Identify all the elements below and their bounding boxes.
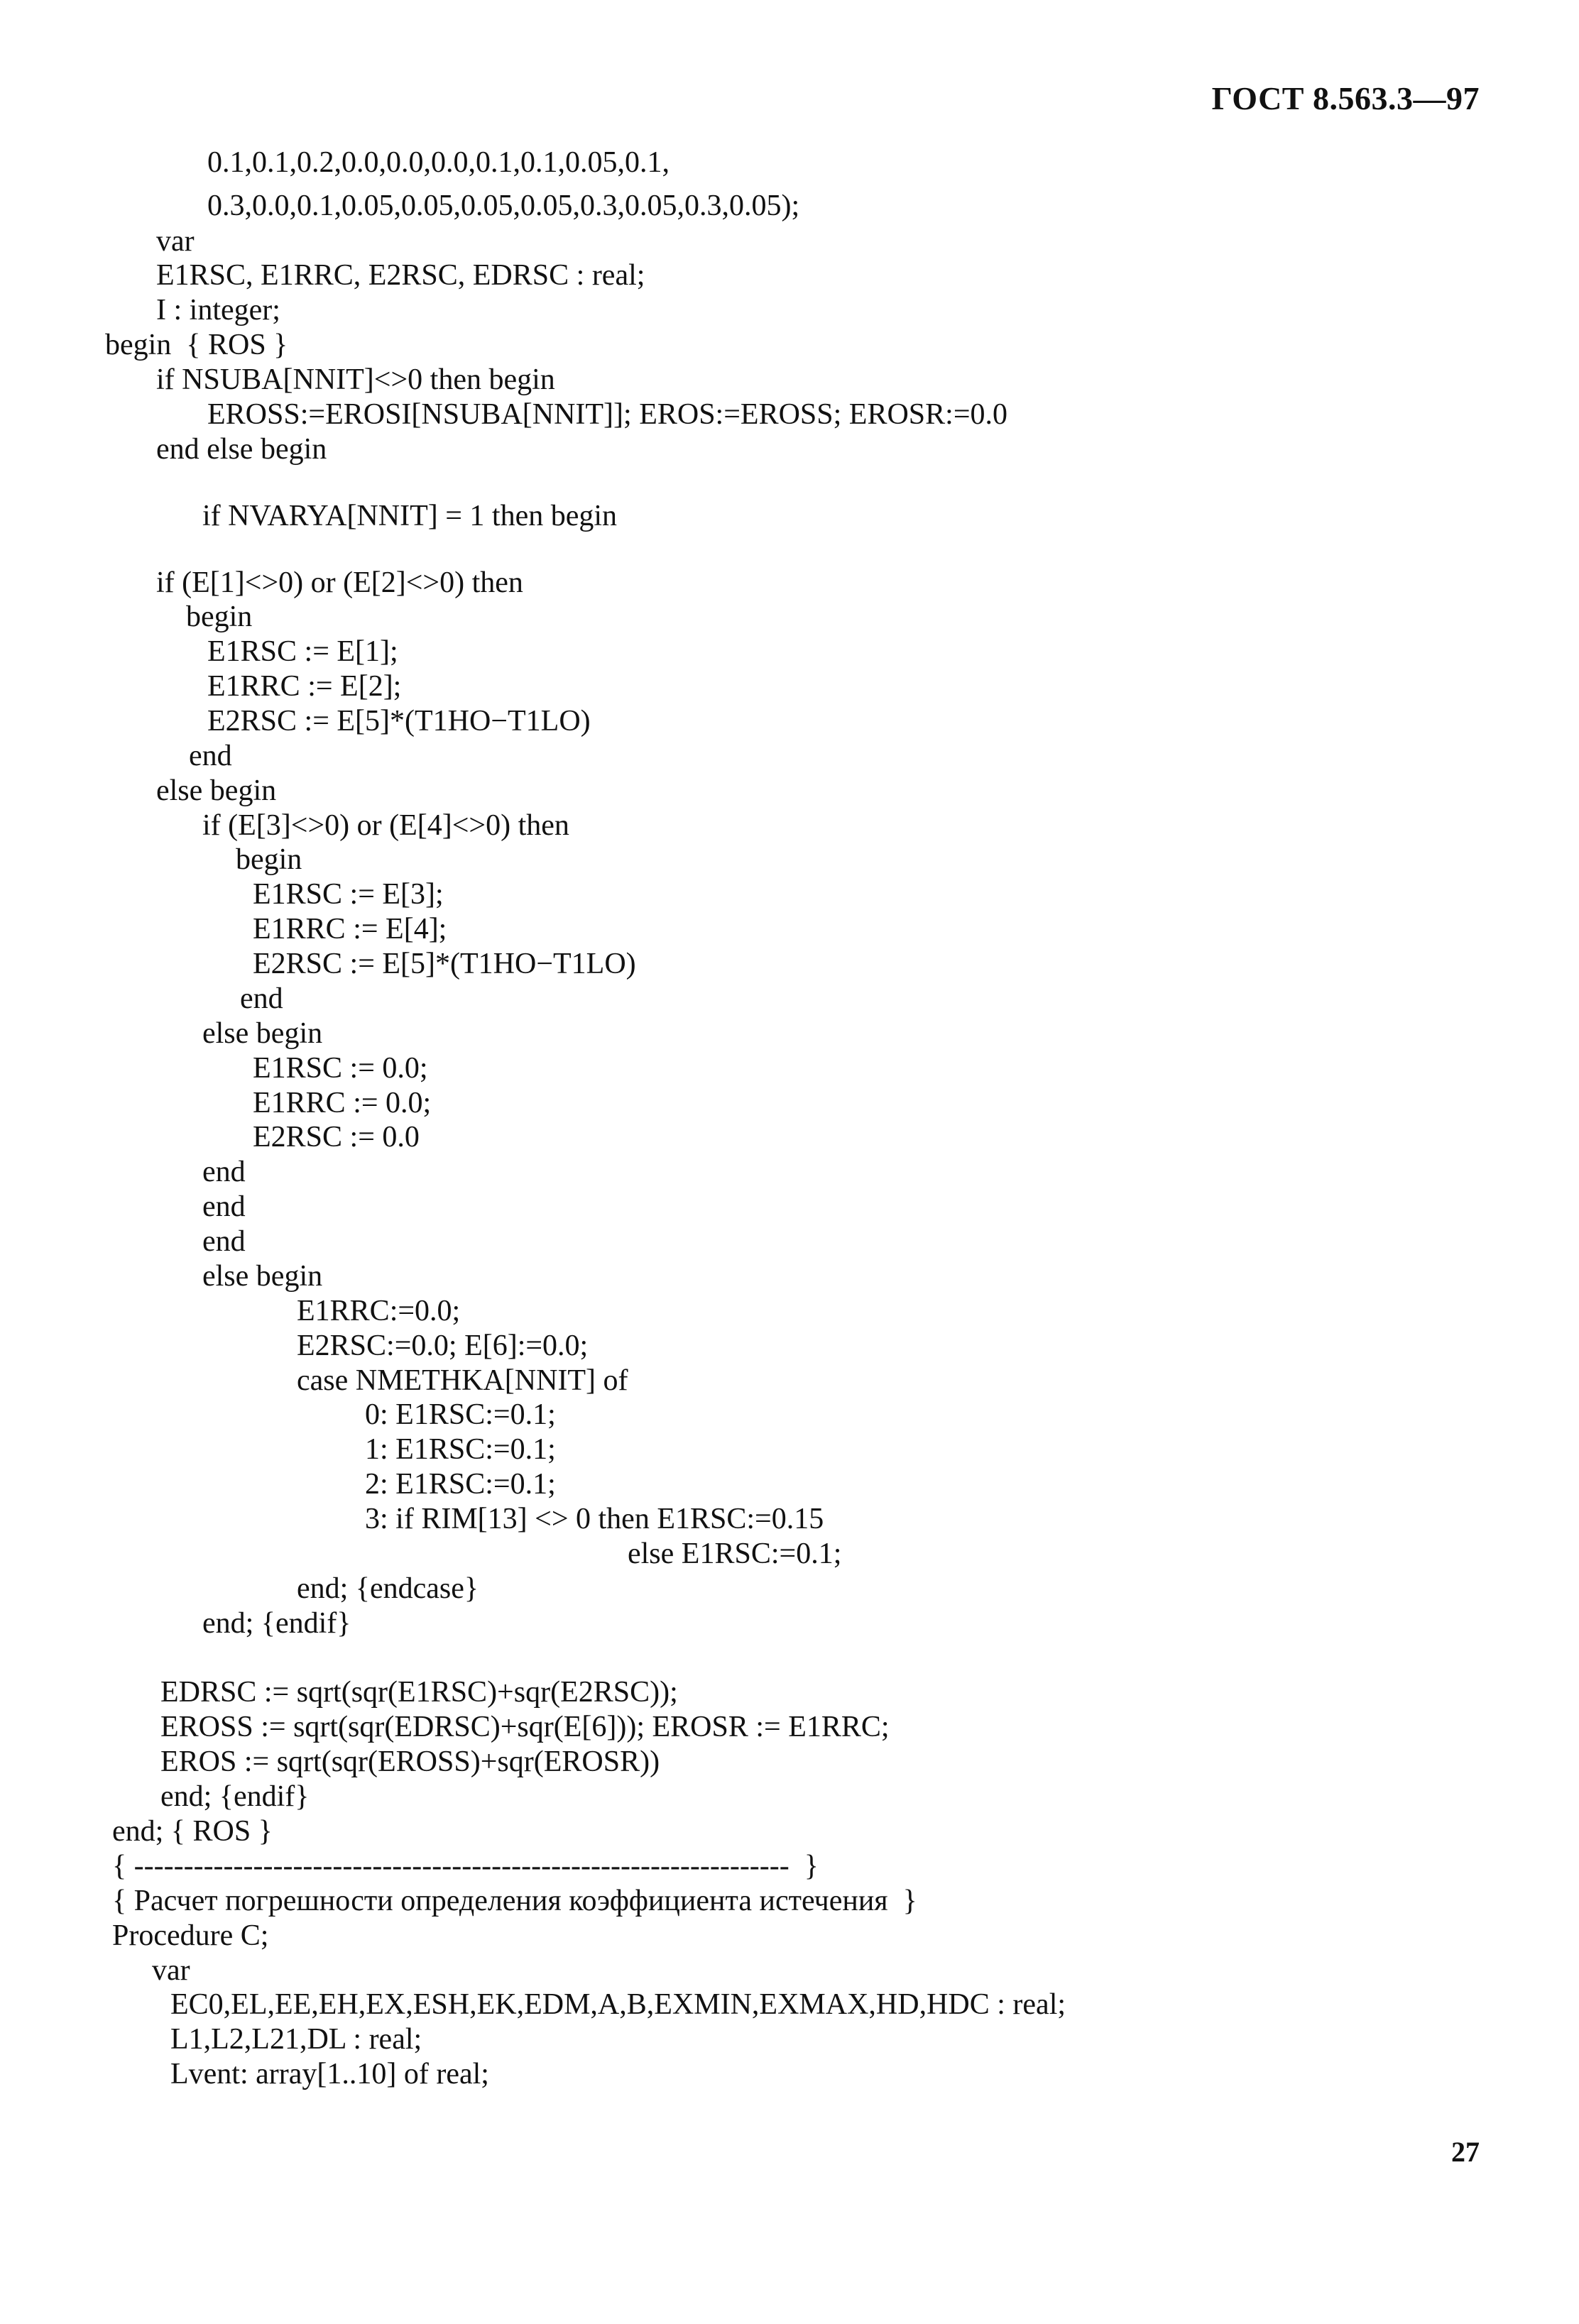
code-line: E2RSC := E[5]*(T1HO−T1LO) <box>207 705 591 738</box>
code-line: Procedure C; <box>112 1919 269 1952</box>
code-line: end <box>202 1190 246 1223</box>
code-line: begin { ROS } <box>105 329 288 361</box>
code-line: E1RRC := E[2]; <box>207 670 402 703</box>
standard-designation: ГОСТ 8.563.3—97 <box>1211 80 1480 116</box>
code-line: end <box>240 982 283 1015</box>
code-line: if NSUBA[NNIT]<>0 then begin <box>156 363 555 396</box>
code-line: else begin <box>156 774 277 807</box>
code-line: E2RSC := E[5]*(T1HO−T1LO) <box>253 948 636 980</box>
code-line: E1RRC := E[4]; <box>253 913 447 946</box>
code-line: E2RSC:=0.0; E[6]:=0.0; <box>297 1330 589 1362</box>
code-line: EROSS:=EROSI[NSUBA[NNIT]]; EROS:=EROSS; EROSR:=0.0 <box>207 398 1008 431</box>
code-line: { ------------------------------------------------------------------ } <box>112 1850 819 1882</box>
code-line: 3: if RIM[13] <> 0 then E1RSC:=0.15 <box>365 1503 824 1535</box>
page-number: 27 <box>1451 2136 1480 2168</box>
code-line: end <box>189 740 232 772</box>
code-line: end; {endcase} <box>297 1572 479 1605</box>
code-line: if NVARYA[NNIT] = 1 then begin <box>202 500 618 532</box>
code-line: { Расчет погрешности определения коэффициента истечения } <box>112 1885 917 1917</box>
code-line: E1RSC := E[1]; <box>207 635 398 668</box>
code-line: end <box>202 1225 246 1258</box>
code-line: E1RSC, E1RRC, E2RSC, EDRSC : real; <box>156 259 645 292</box>
code-line: E2RSC := 0.0 <box>253 1121 420 1153</box>
code-line: var <box>156 225 195 258</box>
code-line: end <box>202 1156 246 1188</box>
code-line: EROSS := sqrt(sqr(EDRSC)+sqr(E[6])); EROSR := E1RRC; <box>160 1711 890 1743</box>
code-line: E1RRC:=0.0; <box>297 1295 461 1327</box>
code-line: E1RRC := 0.0; <box>253 1087 432 1119</box>
code-line: Lvent: array[1..10] of real; <box>170 2058 489 2090</box>
code-line: 1: E1RSC:=0.1; <box>365 1433 556 1466</box>
code-line: 0: E1RSC:=0.1; <box>365 1398 556 1431</box>
code-line: EC0,EL,EE,EH,EX,ESH,EK,EDM,A,B,EXMIN,EXMAX,HD,HDC : real; <box>170 1988 1066 2021</box>
code-line: end; { ROS } <box>112 1815 273 1848</box>
code-line: L1,L2,L21,DL : real; <box>170 2023 422 2056</box>
code-line: if (E[3]<>0) or (E[4]<>0) then <box>202 809 569 842</box>
code-line: end; {endif} <box>160 1780 310 1813</box>
code-line: E1RSC := E[3]; <box>253 878 444 911</box>
code-line: E1RSC := 0.0; <box>253 1052 428 1085</box>
code-line: else E1RSC:=0.1; <box>628 1538 842 1570</box>
code-line: 2: E1RSC:=0.1; <box>365 1468 556 1501</box>
code-line: if (E[1]<>0) or (E[2]<>0) then <box>156 566 523 599</box>
code-line: 0.3,0.0,0.1,0.05,0.05,0.05,0.05,0.3,0.05,0.3,0.05); <box>207 190 800 222</box>
code-line: case NMETHKA[NNIT] of <box>297 1364 628 1397</box>
code-line: 0.1,0.1,0.2,0.0,0.0,0.0,0.1,0.1,0.05,0.1, <box>207 146 670 179</box>
code-line: I : integer; <box>156 294 280 327</box>
code-line: begin <box>186 601 253 633</box>
code-line: else begin <box>202 1017 323 1050</box>
code-line: end else begin <box>156 433 327 466</box>
code-line: EDRSC := sqrt(sqr(E1RSC)+sqr(E2RSC)); <box>160 1676 678 1709</box>
code-line: begin <box>236 843 302 876</box>
code-line: else begin <box>202 1260 323 1293</box>
code-line: var <box>152 1954 190 1987</box>
code-line: end; {endif} <box>202 1607 351 1640</box>
code-line: EROS := sqrt(sqr(EROSS)+sqr(EROSR)) <box>160 1745 660 1778</box>
